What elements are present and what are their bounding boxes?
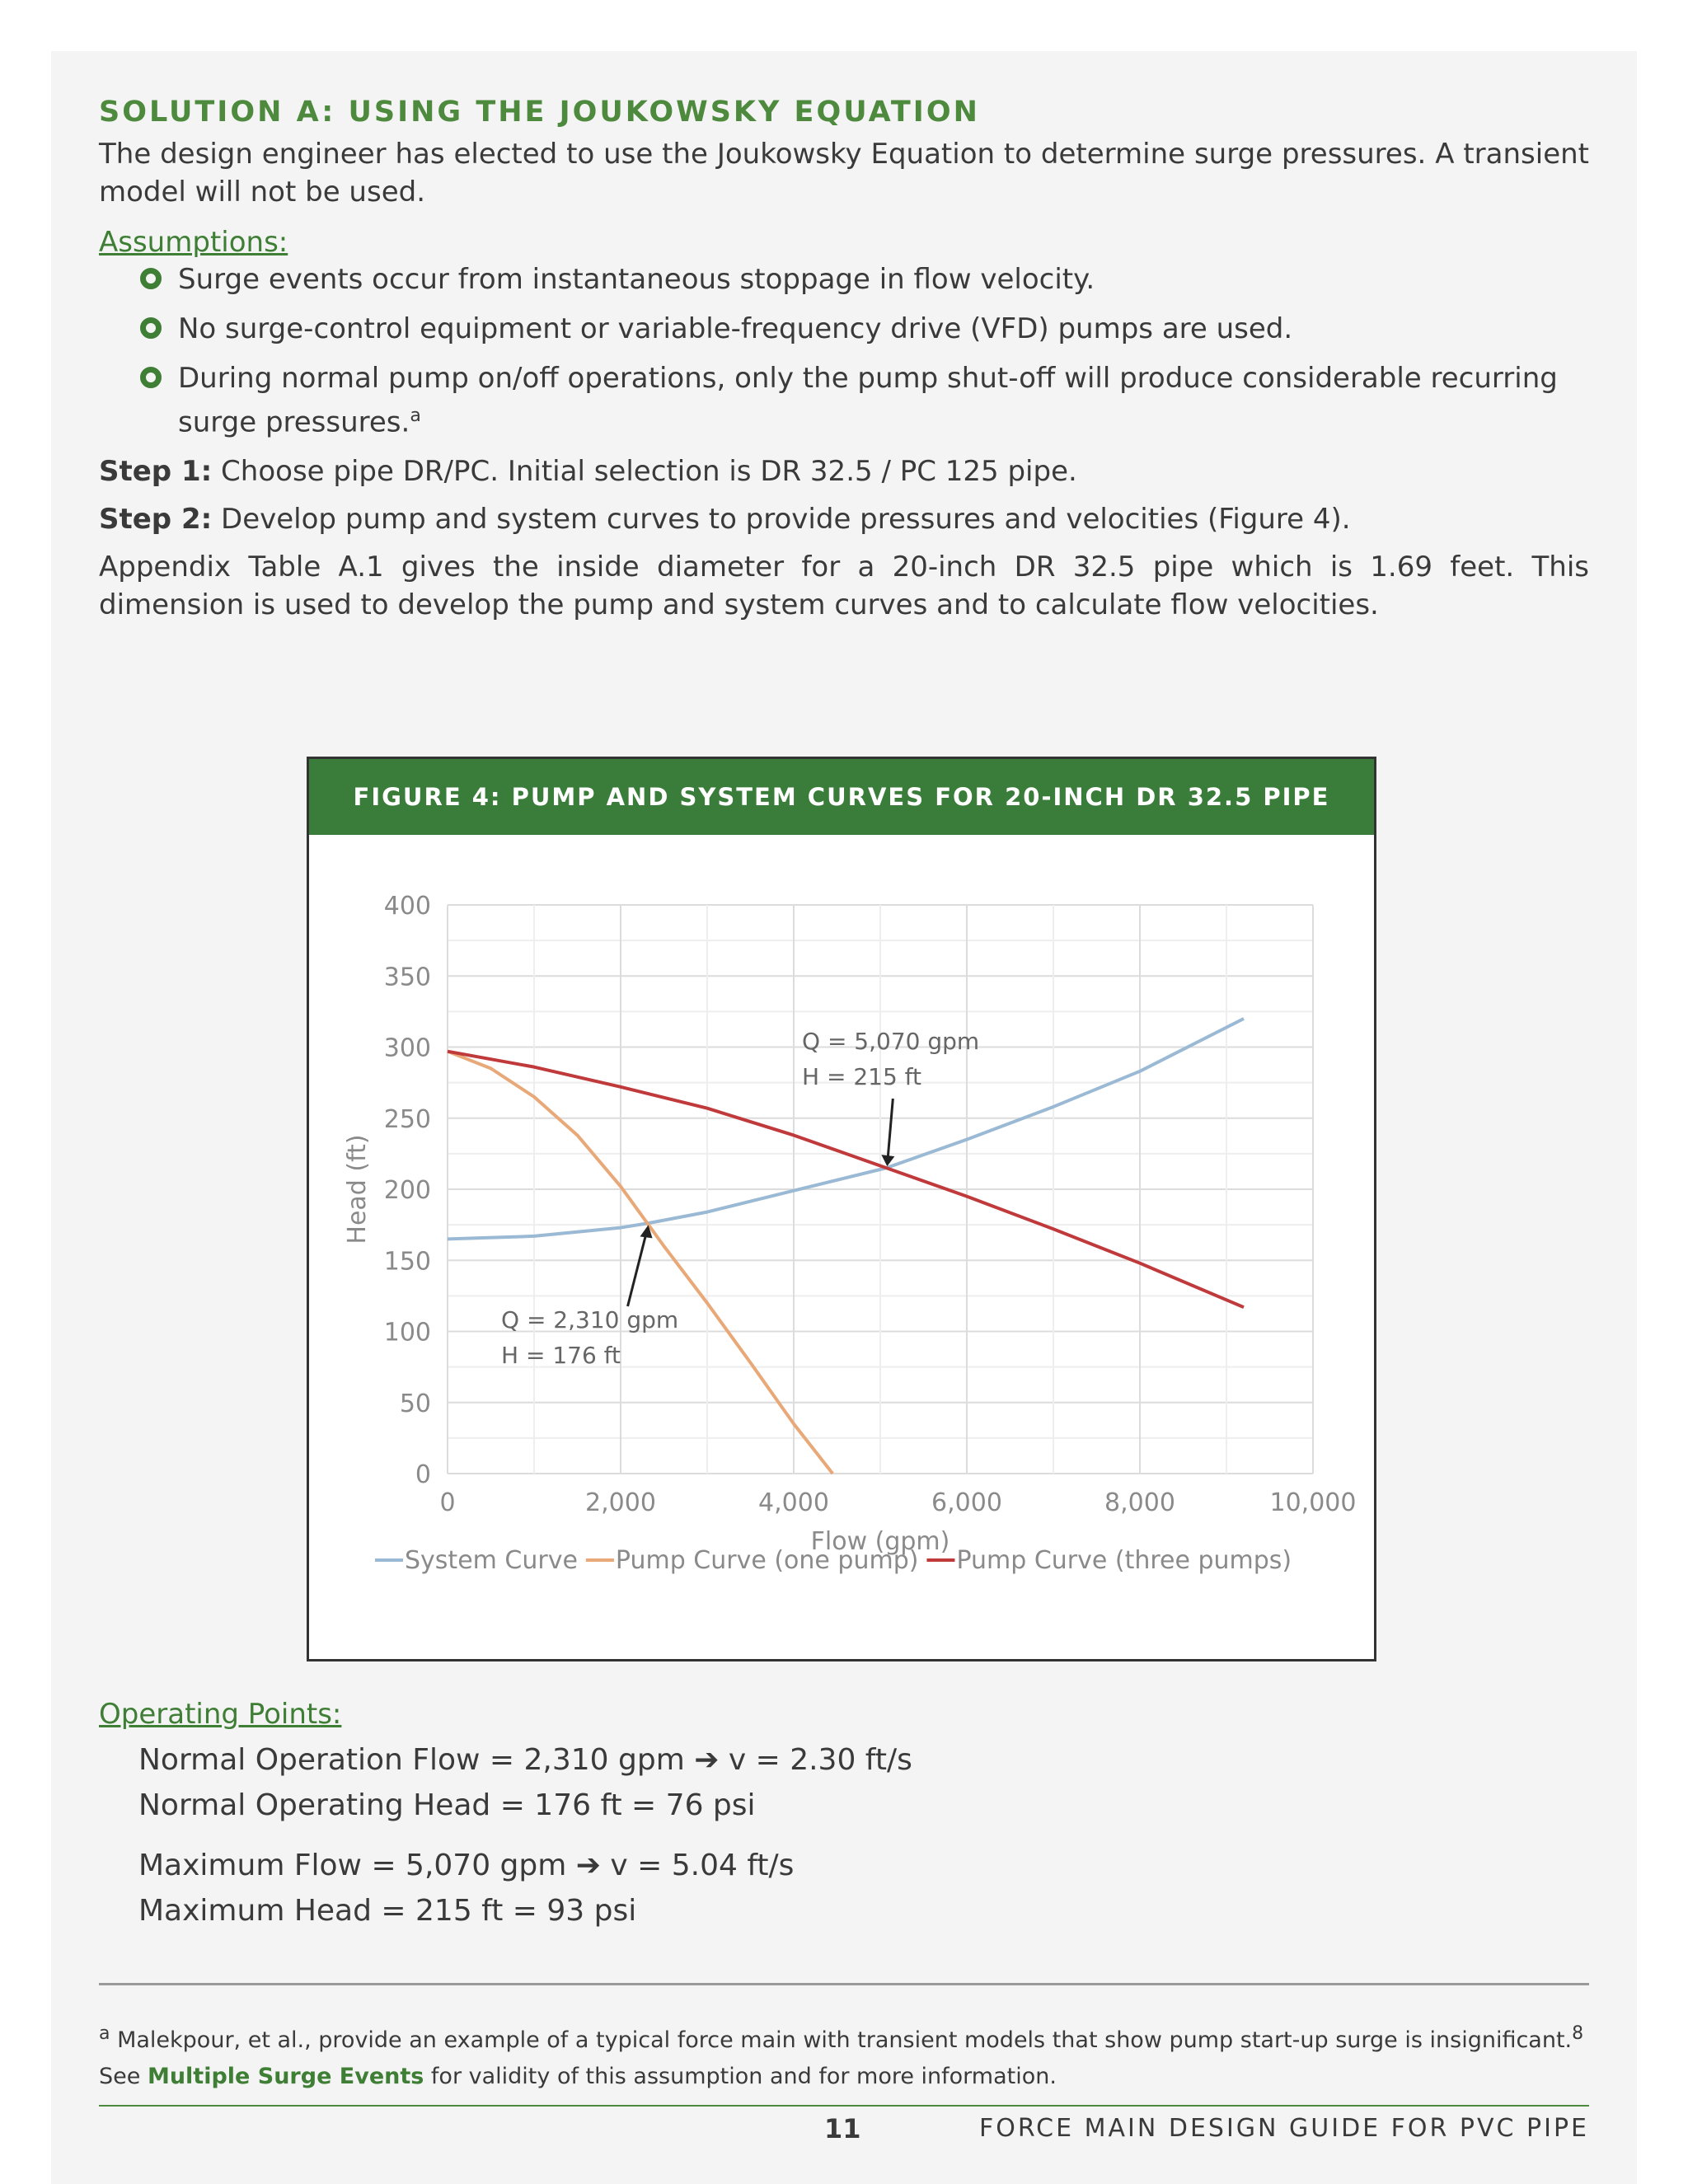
- reference-number[interactable]: 8: [1572, 2023, 1584, 2044]
- y-tick-label: 300: [383, 1033, 431, 1063]
- footnote: $^a$ Malekpour, et al., provide an example of a typical force main with transient models that show pump start-up surge is insignificant.$^8$ See Multiple Surge Events for validity of this assumption and for more information.: [99, 2023, 1584, 2089]
- y-tick-label: 100: [383, 1318, 431, 1347]
- list-item: During normal pump on/off operations, only the pump shut-off will produce considerable recurring surge pressures.$^a$: [140, 359, 1589, 441]
- pump-system-chart: [309, 835, 1374, 1659]
- y-tick-label: 400: [383, 892, 431, 921]
- legend-entry: Pump Curve (three pumps): [956, 1546, 1292, 1575]
- annotation-label: H = 215 ft: [802, 1063, 922, 1090]
- bullet-icon: [140, 367, 162, 388]
- list-item: Surge events occur from instantaneous stoppage in flow velocity.: [140, 260, 1589, 298]
- footnote-divider: [99, 1983, 1589, 1985]
- annotation-label: Q = 2,310 gpm: [501, 1306, 679, 1333]
- x-tick-label: 8,000: [1104, 1488, 1175, 1517]
- figure-4: [307, 757, 1376, 1661]
- appendix-note: Appendix Table A.1 gives the inside diameter for a 20-inch DR 32.5 pipe which is 1.69 feet. This dimension is used to develop the pump and system curves and to calculate flow velocities.: [99, 551, 1589, 622]
- figure-title: FIGURE 4: PUMP AND SYSTEM CURVES FOR 20-INCH DR 32.5 PIPE: [309, 759, 1374, 835]
- x-tick-label: 10,000: [1269, 1488, 1357, 1517]
- y-tick-label: 200: [383, 1176, 431, 1205]
- y-tick-label: 250: [383, 1104, 431, 1134]
- footnote-marker[interactable]: a: [410, 405, 421, 426]
- x-axis-label: Flow (gpm): [810, 1527, 950, 1556]
- max-head: Maximum Head = 215 ft = 93 psi: [138, 1894, 637, 1928]
- legend-entry: Pump Curve (one pump): [615, 1546, 919, 1575]
- assumptions-heading: Assumptions:: [99, 226, 288, 259]
- y-tick-label: 150: [383, 1247, 431, 1277]
- list-item: No surge-control equipment or variable-frequency drive (VFD) pumps are used.: [140, 310, 1589, 348]
- x-tick-label: 4,000: [758, 1488, 829, 1517]
- step-1: Step 1: Choose pipe DR/PC. Initial selection is DR 32.5 / PC 125 pipe.: [99, 455, 1077, 489]
- multiple-surge-events-link[interactable]: Multiple Surge Events: [147, 2064, 424, 2089]
- operating-points: [99, 1696, 1589, 1933]
- y-tick-label: 350: [383, 963, 431, 992]
- footer-divider: [99, 2105, 1589, 2107]
- max-flow: Maximum Flow = 5,070 gpm ➔ v = 5.04 ft/s: [138, 1849, 795, 1882]
- assumptions-list: [99, 260, 1589, 441]
- bullet-icon: [140, 317, 162, 339]
- legend-entry: System Curve: [405, 1546, 578, 1575]
- intro-paragraph: The design engineer has elected to use the Joukowsky Equation to determine surge pressures. A transient model will not be used.: [99, 138, 1589, 209]
- main-content: [99, 89, 1589, 624]
- section-heading: SOLUTION A: USING THE JOUKOWSKY EQUATION: [99, 96, 980, 129]
- operating-points-heading: Operating Points:: [99, 1698, 342, 1731]
- x-tick-label: 2,000: [585, 1488, 656, 1517]
- x-tick-label: 6,000: [931, 1488, 1002, 1517]
- running-title: FORCE MAIN DESIGN GUIDE FOR PVC PIPE: [978, 2114, 1589, 2143]
- footnote-mark: a: [99, 2023, 110, 2044]
- normal-flow: Normal Operation Flow = 2,310 gpm ➔ v = 2.30 ft/s: [138, 1743, 912, 1777]
- annotation-label: H = 176 ft: [501, 1342, 621, 1369]
- y-axis-label: Head (ft): [343, 1134, 372, 1244]
- page-number: 11: [824, 2113, 861, 2144]
- x-tick-label: 0: [439, 1488, 456, 1517]
- annotation-label: Q = 5,070 gpm: [802, 1028, 980, 1055]
- bullet-icon: [140, 268, 162, 289]
- step-2: Step 2: Develop pump and system curves to provide pressures and velocities (Figure 4).: [99, 503, 1351, 537]
- normal-head: Normal Operating Head = 176 ft = 76 psi: [138, 1788, 756, 1822]
- y-tick-label: 50: [399, 1389, 431, 1418]
- y-tick-label: 0: [415, 1460, 431, 1489]
